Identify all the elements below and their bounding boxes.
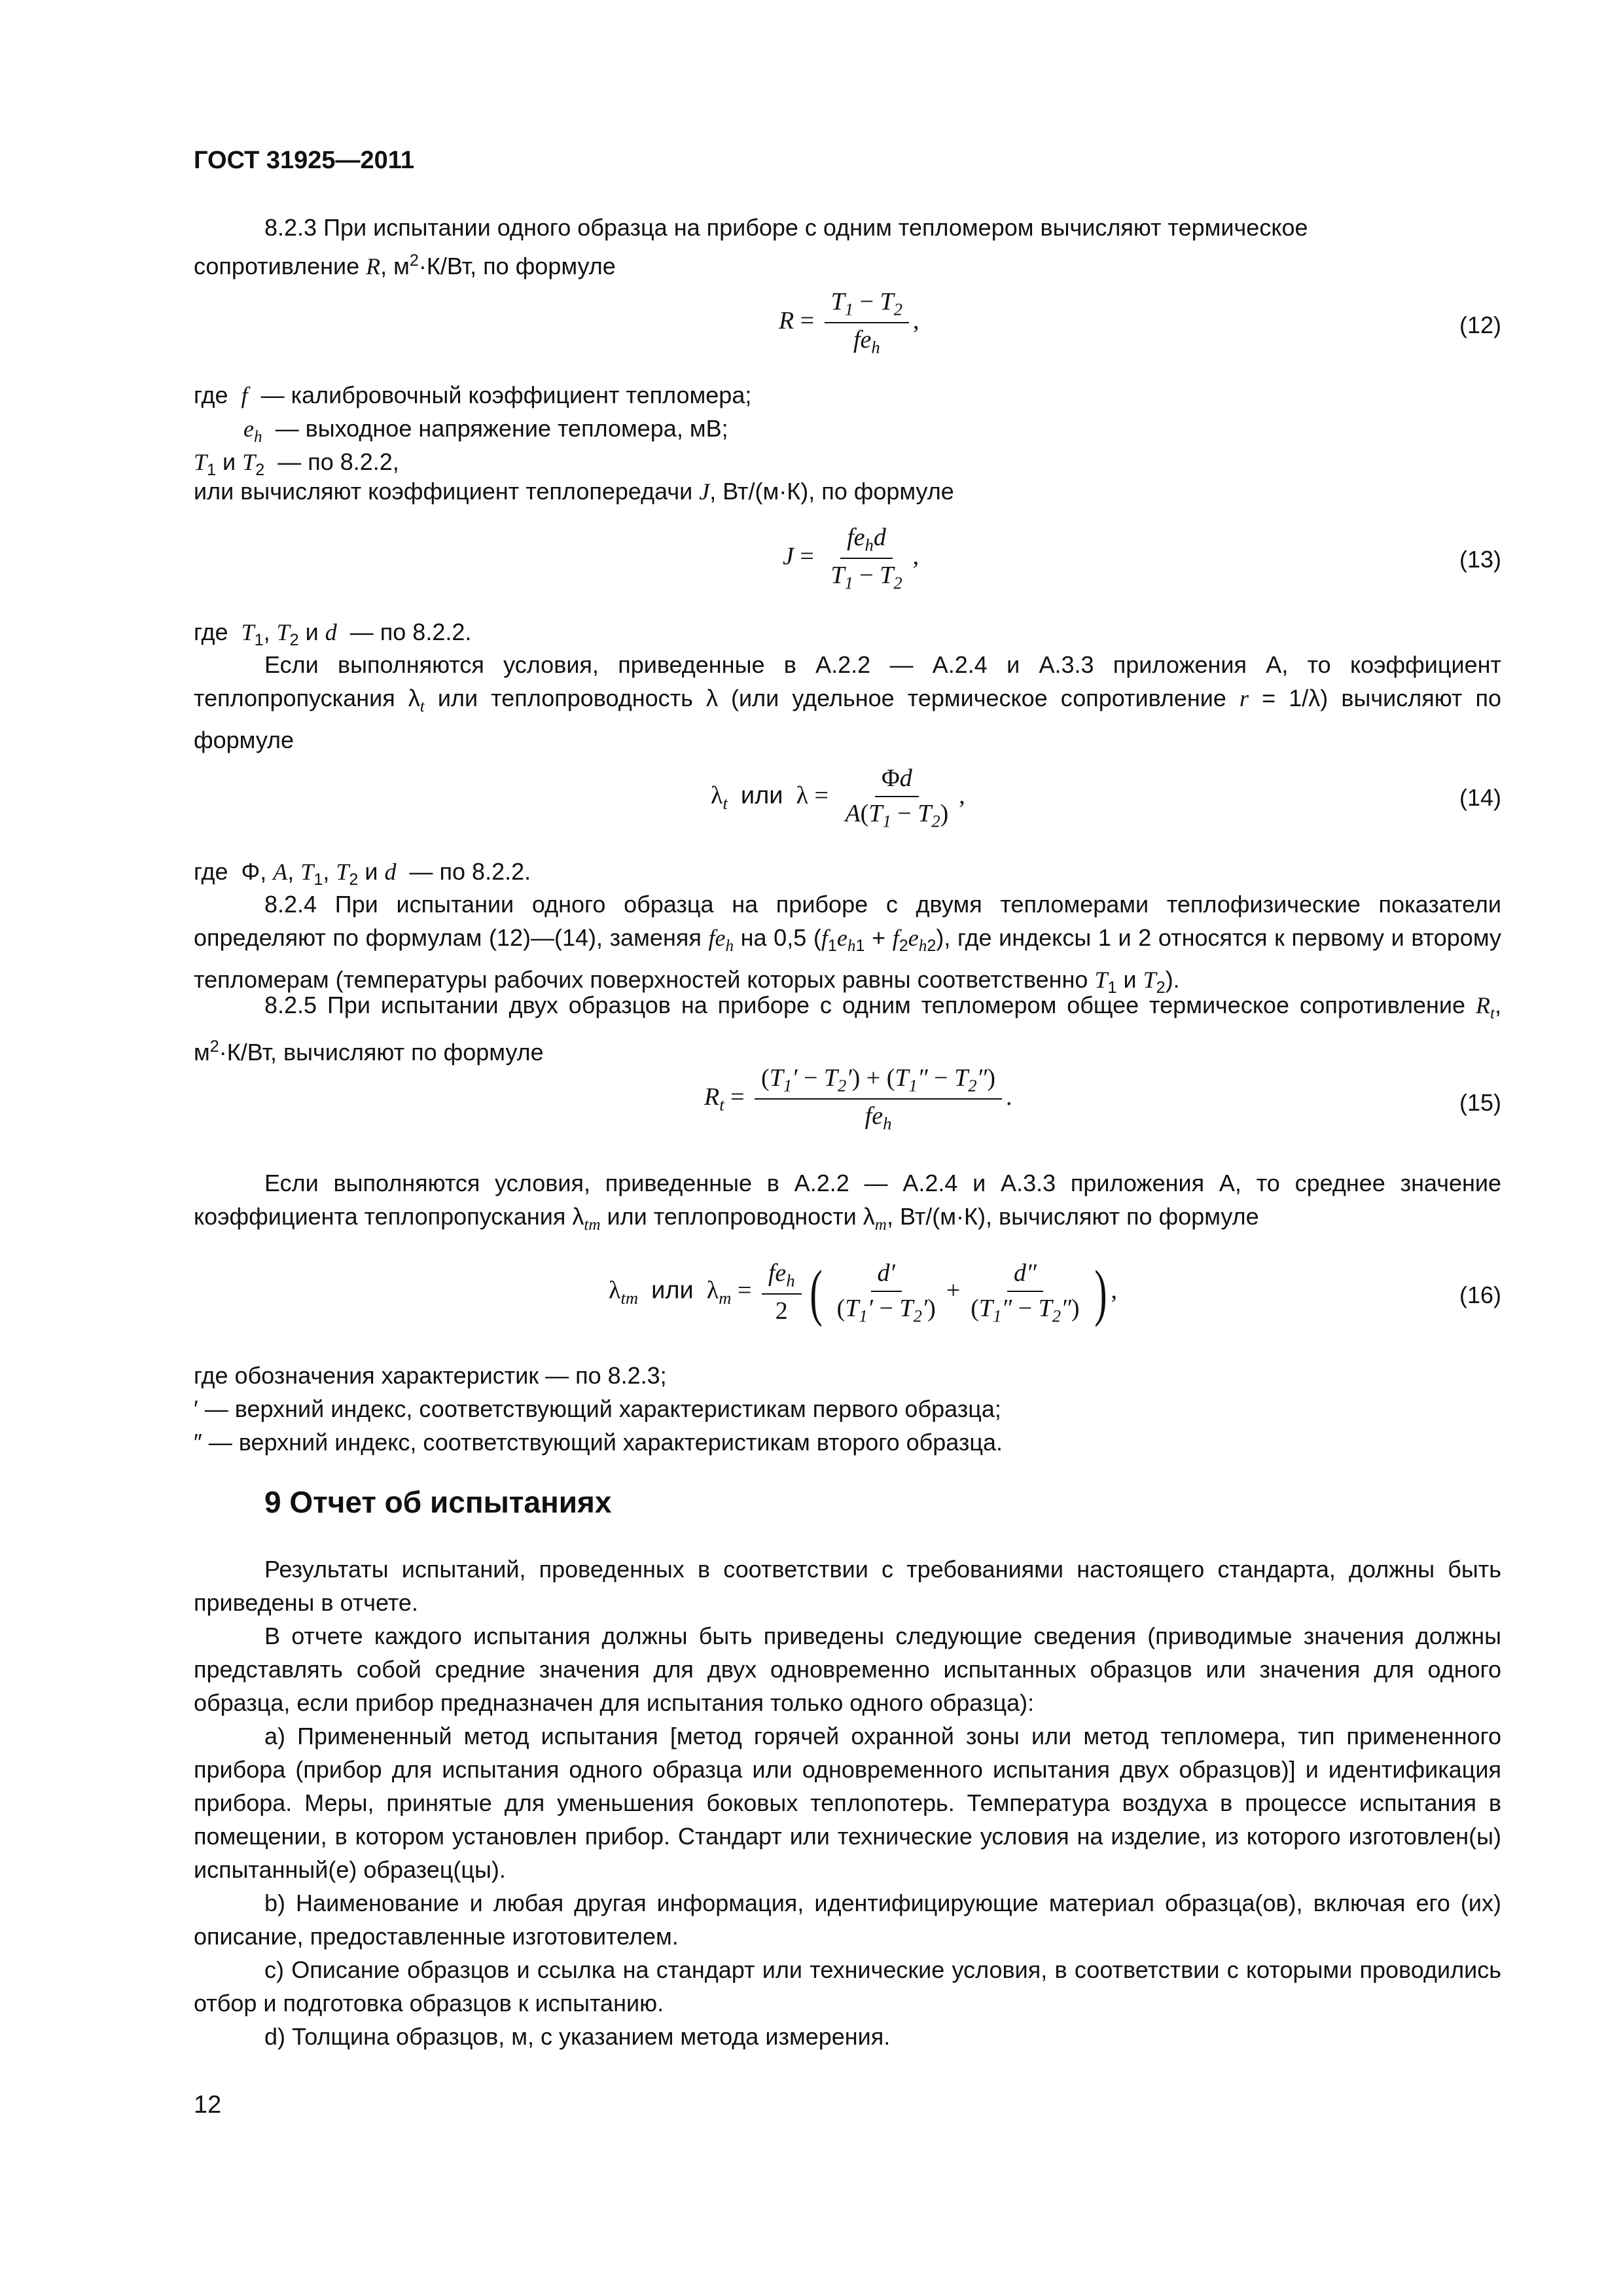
formula-15: $R_t$ = $\frac{(T_1' - T_2') + (T_1'' - T_2'')}{fe_h}$ .: [704, 1064, 1012, 1134]
formula-16-number: (16): [1459, 1282, 1501, 1308]
formula-12: R = $\frac{T_1 - T_2}{fe_h}$ ,: [779, 288, 919, 357]
where-12-j: или вычисляют коэффициент теплопередачи J, Вт/(м·К), по формуле: [194, 478, 954, 505]
para-9-a: a) Примененный метод испытания [метод горячей охранной зоны или метод тепломера, тип примененного прибора (прибор для испытания одного образца или одновременного испытания двух образцов)] и идентификация прибора. Меры, принятые для уменьшения боковых теплопотерь. Температура воздуха в процессе испытания в помещении, в котором установлен прибор. Стандарт или технические условия на изделие, из которого изготовлен(ы) испытанный(е) образец(цы).: [194, 1723, 1501, 1883]
para-824: 8.2.4 При испытании одного образца на приборе с двумя тепломерами теплофизические показатели определяют по формулам (12)—(14), заменяя $fe_h$ на 0,5 $(f_1e_{h1} + f_2e_{h2})$, где индексы 1 и 2 относятся к первому и второму тепломерам (температуры рабочих поверхностей которых равны соответственно $T_1$ и $T_2$).: [194, 891, 1501, 997]
where-12-eh: $e_h$ — выходное напряжение тепломера, мВ;: [243, 415, 728, 446]
para-9-b: b) Наименование и любая другая информация, идентифицирующие материал образца(ов), включая его (их) описание, предоставленные изготовителем.: [194, 1890, 1501, 1950]
para-conditions-2: Если выполняются условия, приведенные в А.2.2 — А.2.4 и А.3.3 приложения А, то среднее значение коэффициента теплопропускания $\lambda_{tm}$ или теплопроводности $\lambda_m$, Вт/(м·К), вычисляют по формуле: [194, 1170, 1501, 1234]
formula-12-number: (12): [1459, 312, 1501, 338]
para-conditions-1: Если выполняются условия, приведенные в А.2.2 — А.2.4 и А.3.3 приложения А, то коэффициент теплопропускания $\lambda_t$ или теплопроводность λ (или удельное термическое сопротивление r = 1/λ) вычисляют по формуле: [194, 651, 1501, 754]
para-823-line1: 8.2.3 При испытании одного образца на приборе с одним тепломером вычисляют термическое: [264, 214, 1308, 241]
section-9-title: 9 Отчет об испытаниях: [264, 1485, 612, 1519]
para-9-2: В отчете каждого испытания должны быть приведены следующие сведения (приводимые значения должны представлять собой средние значения для двух одновременно испытанных образцов или значения для одного образца, если прибор предназначен для испытания только одного образца):: [194, 1623, 1501, 1716]
para-825: 8.2.5 При испытании двух образцов на приборе с одним тепломером общее термическое сопротивление $R_t$, $м^2\cdot К/Вт$, вычисляют по формуле: [194, 992, 1501, 1066]
where-12-f: где f — калибровочный коэффициент тепломера;: [194, 382, 752, 408]
where-16-b: ′ — верхний индекс, соответствующий характеристикам первого образца;: [194, 1395, 1001, 1422]
where-16-c: ″ — верхний индекс, соответствующий характеристикам второго образца.: [194, 1429, 1003, 1456]
formula-13: J = $\frac{fe_hd}{T_1 - T_2}$ ,: [783, 524, 919, 593]
where-12-t: $T_1$ и $T_2$ — по 8.2.2,: [194, 448, 399, 480]
para-823-line2: сопротивление R, $м^2\cdot К/Вт$, по формуле: [194, 251, 616, 279]
para-9-c: c) Описание образцов и ссылка на стандарт или технические условия, в соответствии с которыми проводились отбор и подготовка образцов к испытанию.: [194, 1956, 1501, 2017]
para-9-1: Результаты испытаний, проведенных в соответствии с требованиями настоящего стандарта, должны быть приведены в отчете.: [194, 1556, 1501, 1616]
formula-16: $\lambda_{tm}$ или $\lambda_m$ = $\frac{fe_h}{2}$ ( $\frac{d'}{(T_1' - T_2')}$ + $\frac{d''}{(T_1'' - T_2'')}$ ) ,: [609, 1257, 1118, 1327]
formula-14: $\lambda_t$ или λ = $\frac{\Phi d}{A(T_1 - T_2)}$ ,: [711, 764, 965, 831]
where-13: где $T_1$, $T_2$ и d — по 8.2.2.: [194, 619, 472, 650]
where-14: где Φ, A, $T_1$, $T_2$ и d — по 8.2.2.: [194, 858, 531, 889]
formula-14-number: (14): [1459, 784, 1501, 811]
document-header: ГОСТ 31925—2011: [194, 147, 414, 174]
page-number: 12: [194, 2091, 222, 2119]
formula-15-number: (15): [1459, 1089, 1501, 1116]
formula-13-number: (13): [1459, 546, 1501, 573]
where-16-a: где обозначения характеристик — по 8.2.3;: [194, 1362, 667, 1389]
para-9-d: d) Толщина образцов, м, с указанием метода измерения.: [264, 2023, 891, 2050]
